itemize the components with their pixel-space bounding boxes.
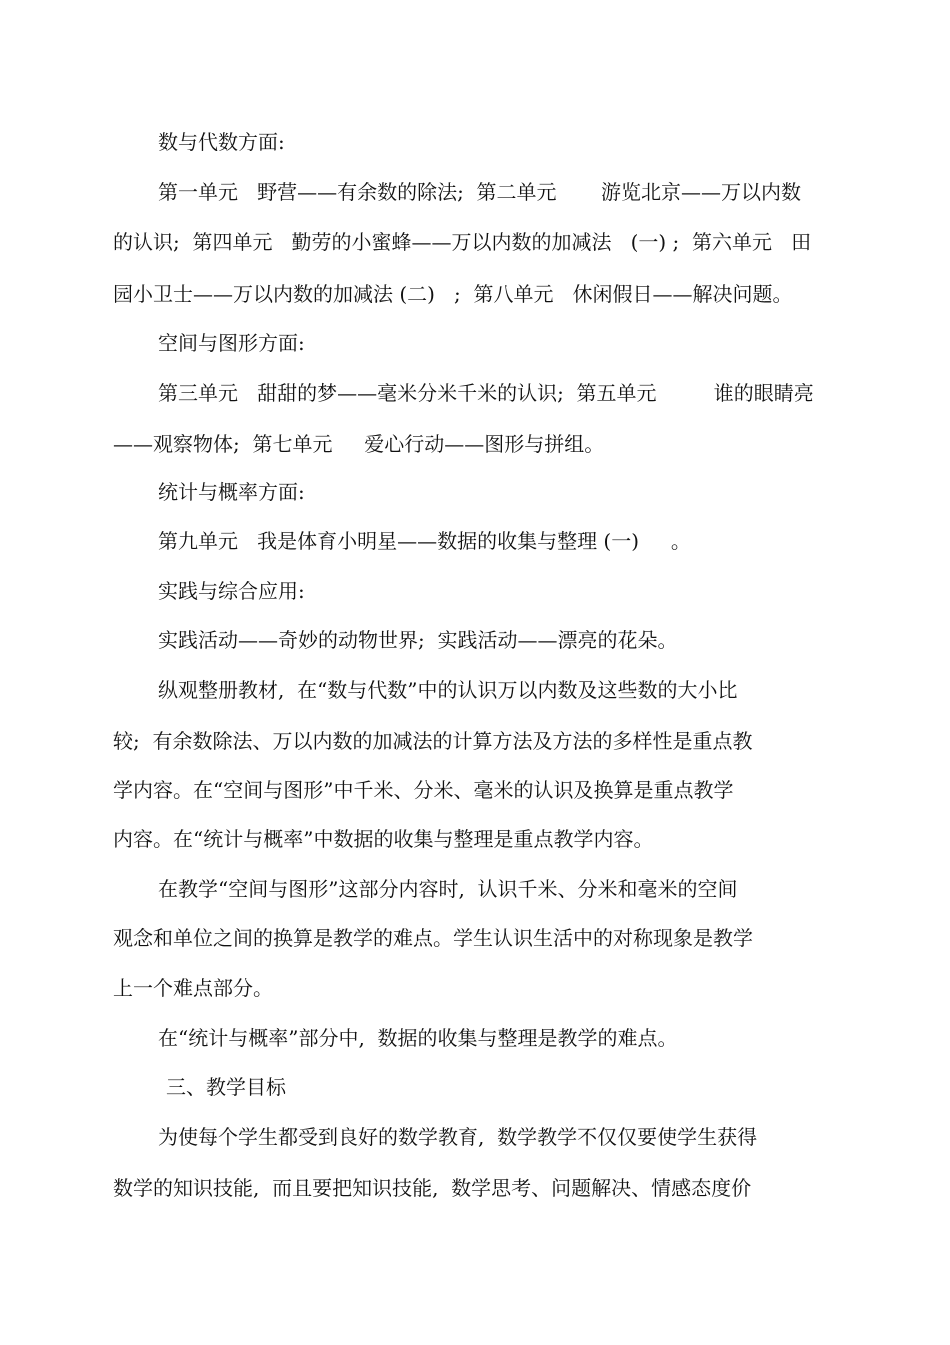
heading-practice-application: 实践与综合应用:: [158, 579, 305, 603]
paragraph-line: 第三单元 甜甜的梦——毫米分米千米的认识; 第五单元 谁的眼睛亮: [158, 381, 814, 405]
paragraph-line: 园小卫士——万以内数的加减法 (二) ; 第八单元 休闲假日——解决问题。: [113, 282, 793, 306]
paragraph-line: 实践活动——奇妙的动物世界; 实践活动——漂亮的花朵。: [158, 628, 678, 652]
paragraph-line: 的认识; 第四单元 勤劳的小蜜蜂——万以内数的加减法 (一) ; 第六单元 田: [113, 230, 812, 254]
section-heading-teaching-goals: 三、教学目标: [166, 1075, 286, 1099]
paragraph-line: 在“统计与概率”部分中, 数据的收集与整理是教学的难点。: [158, 1026, 678, 1050]
paragraph-line: 上一个难点部分。: [113, 976, 273, 1000]
paragraph-line: 较; 有余数除法、万以内数的加减法的计算方法及方法的多样性是重点教: [113, 729, 753, 753]
paragraph-line: 数学的知识技能, 而且要把知识技能, 数学思考、问题解决、情感态度价: [113, 1176, 752, 1200]
paragraph-line: ——观察物体; 第七单元 爱心行动——图形与拼组。: [113, 432, 605, 456]
paragraph-line: 纵观整册教材, 在“数与代数”中的认识万以内数及这些数的大小比: [158, 678, 738, 702]
heading-space-shape: 空间与图形方面:: [158, 331, 305, 355]
paragraph-line: 观念和单位之间的换算是教学的难点。学生认识生活中的对称现象是教学: [113, 926, 753, 950]
paragraph-line: 内容。在“统计与概率”中数据的收集与整理是重点教学内容。: [113, 827, 654, 851]
paragraph-line: 第九单元 我是体育小明星——数据的收集与整理 (一) 。: [158, 529, 691, 553]
heading-statistics-probability: 统计与概率方面:: [158, 480, 305, 504]
paragraph-line: 学内容。在“空间与图形”中千米、分米、毫米的认识及换算是重点教学: [113, 778, 734, 802]
paragraph-line: 为使每个学生都受到良好的数学教育, 数学教学不仅仅要使学生获得: [158, 1125, 758, 1149]
paragraph-line: 在教学“空间与图形”这部分内容时, 认识千米、分米和毫米的空间: [158, 877, 738, 901]
heading-number-algebra: 数与代数方面:: [158, 130, 285, 154]
paragraph-line: 第一单元 野营——有余数的除法; 第二单元 游览北京——万以内数: [158, 180, 802, 204]
